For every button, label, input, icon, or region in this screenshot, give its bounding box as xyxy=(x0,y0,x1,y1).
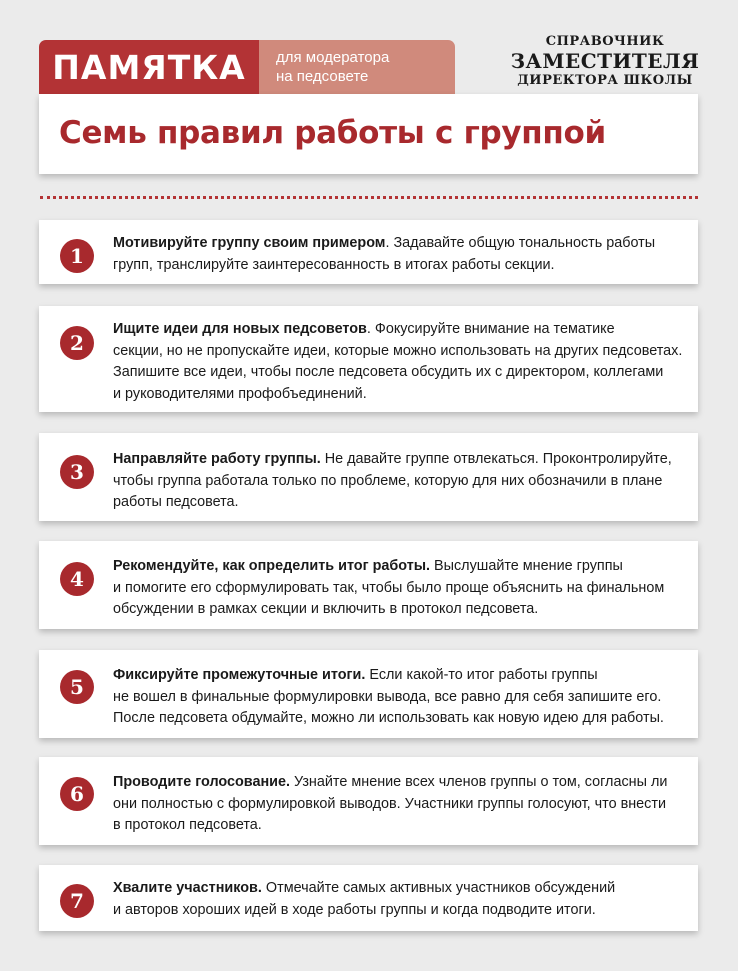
rule-text-fragment: . Фокусируйте внимание на тематике xyxy=(366,321,615,337)
rule-heading: Рекомендуйте, как определить итог работы. xyxy=(113,558,431,574)
rule-text-line xyxy=(113,878,684,900)
rule-text xyxy=(113,233,684,276)
rule-number-badge: 7 xyxy=(60,884,94,918)
rule-card-4 xyxy=(39,541,698,629)
rule-text-line: не вошел в финальные формулировки вывода, все равно для себя запишите его. xyxy=(113,688,662,705)
rule-heading: Мотивируйте группу своим примером xyxy=(113,235,386,251)
rule-text-line: чтобы группа работала только по проблеме, которую для них обозначили в плане xyxy=(113,472,663,489)
rule-number-badge: 1 xyxy=(60,239,94,273)
rule-text-fragment: Не давайте группе отвлекаться. Проконтролируйте, xyxy=(320,451,672,467)
memo-tab xyxy=(39,40,259,94)
rule-card-7 xyxy=(39,865,698,931)
memo-subtitle xyxy=(259,40,455,94)
rule-text-fragment: Выслушайте мнение группы xyxy=(430,558,623,574)
rule-text-line: и авторов хороших идей в ходе работы группы и когда подводите итоги. xyxy=(113,901,596,918)
rule-number-badge: 2 xyxy=(60,326,94,360)
memo-subtitle-line-1: для модератора xyxy=(276,49,390,66)
title-card xyxy=(39,94,698,174)
rule-text-line: групп, транслируйте заинтересованность в итогах работы секции. xyxy=(113,256,555,273)
publication-logo-line-3: ДИРЕКТОРА ШКОЛЫ xyxy=(517,73,693,88)
rule-text xyxy=(113,878,684,921)
rule-text xyxy=(113,556,684,621)
rule-text xyxy=(113,449,684,514)
rule-heading: Ищите идеи для новых педсоветов xyxy=(113,321,367,337)
rule-card-2 xyxy=(39,306,698,412)
rule-card-1 xyxy=(39,220,698,284)
rule-text-line xyxy=(113,449,684,471)
rule-number-badge: 5 xyxy=(60,670,94,704)
rule-number-badge: 6 xyxy=(60,777,94,811)
rule-text-line: и помогите его сформулировать так, чтобы было проще объяснить на финальном xyxy=(113,579,665,596)
rule-card-3 xyxy=(39,433,698,521)
rule-heading: Хвалите участников. xyxy=(113,880,262,896)
rule-heading: Проводите голосование. xyxy=(113,774,290,790)
publication-logo xyxy=(505,34,705,89)
dotted-divider xyxy=(40,196,698,199)
memo-subtitle-line-2: на педсовете xyxy=(276,68,369,85)
memo-tab-label: ПАМЯТКА xyxy=(52,47,246,87)
rule-text xyxy=(113,665,684,730)
rule-text-fragment: . Задавайте общую тональность работы xyxy=(385,235,656,251)
publication-logo-line-2: ЗАМЕСТИТЕЛЯ xyxy=(510,49,700,73)
rule-text-line xyxy=(113,319,684,341)
rule-text-line: секции, но не пропускайте идеи, которые можно использовать на других педсоветах. xyxy=(113,342,683,359)
rule-text-line xyxy=(113,772,684,794)
rule-number-badge: 4 xyxy=(60,562,94,596)
rule-text-line: в протокол педсовета. xyxy=(113,817,262,833)
rule-text-fragment: Если какой-то итог работы группы xyxy=(365,667,598,683)
rule-text-fragment: Отмечайте самых активных участников обсуждений xyxy=(261,880,616,896)
rule-text-fragment: Узнайте мнение всех членов группы о том, согласны ли xyxy=(290,774,668,790)
rule-text-line: и руководителями профобъединений. xyxy=(113,385,367,402)
rule-text-line: обсуждении в рамках секции и включить в протокол педсовета. xyxy=(113,601,539,617)
rule-card-5 xyxy=(39,650,698,738)
rule-text xyxy=(113,772,684,837)
rule-text-line: работы педсовета. xyxy=(113,494,239,510)
rule-heading: Направляйте работу группы. xyxy=(113,451,321,467)
publication-logo-line-1: СПРАВОЧНИК xyxy=(545,34,665,49)
rule-text-line xyxy=(113,556,684,578)
rule-text-line: Запишите все идеи, чтобы после педсовета обсудить их с директором, коллегами xyxy=(113,364,664,380)
rule-text xyxy=(113,319,684,405)
rule-text-line: После педсовета обдумайте, можно ли использовать как новую идею для работы. xyxy=(113,710,664,726)
rule-heading: Фиксируйте промежуточные итоги. xyxy=(113,667,366,683)
rule-card-6 xyxy=(39,757,698,845)
rule-number-badge: 3 xyxy=(60,455,94,489)
rule-text-line: они полностью с формулировкой выводов. Участники группы голосуют, что внести xyxy=(113,795,666,812)
rule-text-line xyxy=(113,233,684,255)
page-title: Семь правил работы с группой xyxy=(59,115,606,151)
rule-text-line xyxy=(113,665,684,687)
